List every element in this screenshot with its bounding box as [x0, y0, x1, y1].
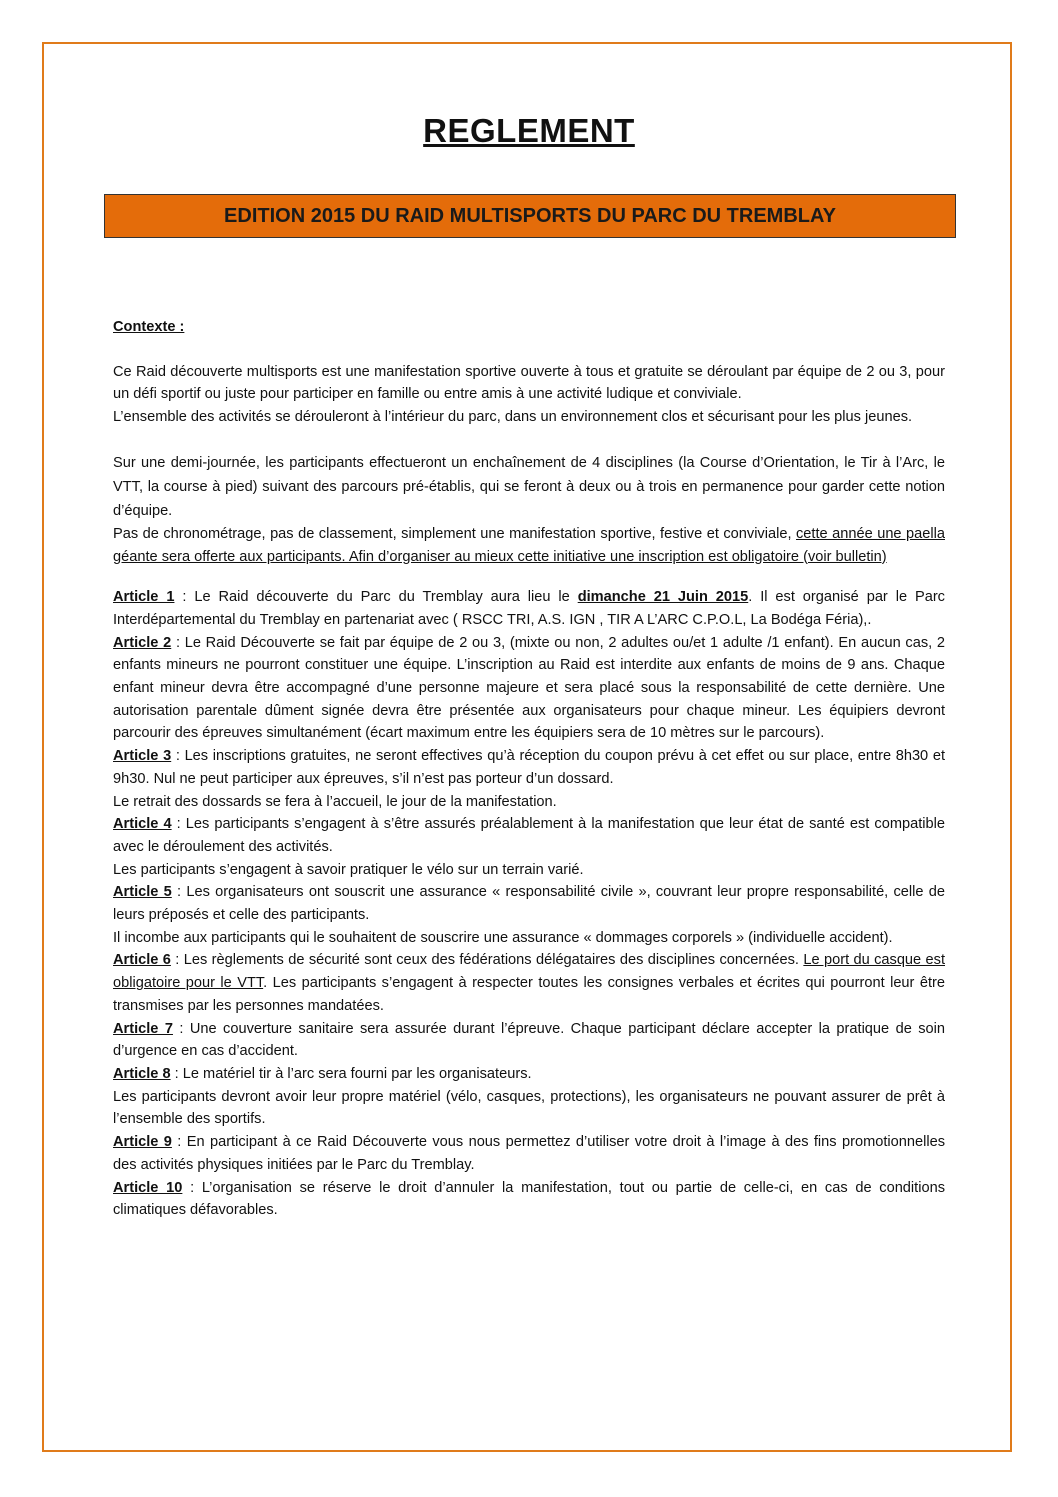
article-3-label: Article 3 [113, 748, 172, 765]
article-8-extra: Les participants devront avoir leur propre matériel (vélo, casques, protections), les organisateurs ne pouvant assurer de prêt à l’ensemble des sportifs. [113, 1088, 945, 1128]
article-10: Article 10 : L’organisation se réserve le droit d’annuler la manifestation, tout ou partie de celle-ci, en cas de conditions climatiques défavorables. [113, 1179, 945, 1219]
article-7: Article 7 : Une couverture sanitaire sera assurée durant l’épreuve. Chaque participant déclare accepter la pratique de soin d’urgence en cas d’accident. [113, 1020, 946, 1060]
article-2-label: Article 2 [113, 634, 172, 651]
article-7-label: Article 7 [113, 1020, 173, 1037]
article-6-label: Article 6 [113, 952, 171, 969]
paella-notice: cette année une paella géante sera offerte aux participants. Afin d’organiser au mieux cette initiative une inscription est obligatoire (voir bulletin) [113, 525, 945, 565]
contexte-heading [113, 316, 945, 339]
article-5-label: Article 5 [113, 884, 172, 901]
article-8-label: Article 8 [113, 1065, 171, 1082]
article-4-label: Article 4 [113, 816, 172, 833]
edition-banner [104, 194, 956, 238]
article-5-extra: Il incombe aux participants qui le souhaitent de souscrire une assurance « dommages corporels » (individuelle accident). [113, 929, 893, 946]
helmet-notice: Le port du casque est obligatoire pour le VTT [113, 952, 946, 992]
event-date: dimanche 21 Juin 2015 [577, 589, 749, 606]
contexte-paragraph-4: Pas de chronométrage, pas de classement, simplement une manifestation sportive, festive et conviviale, cette année une paella géante sera offerte aux participants. Afin d’organiser au mieux cette initiative une inscription est obligatoire (voir bulletin) [113, 525, 945, 565]
article-1-label: Article 1 [113, 589, 175, 606]
article-10-label: Article 10 [113, 1179, 183, 1196]
contexte-colon: : [179, 319, 185, 335]
article-5: Article 5 : Les organisateurs ont souscrit une assurance « responsabilité civile », couvrant leur propre responsabilité, celle de leurs préposés et celle des participants. [113, 884, 945, 924]
contexte-paragraph-1: Ce Raid découverte multisports est une manifestation sportive ouverte à tous et gratuite se déroulant par équipe de 2 ou 3, pour un défi sportif ou juste pour participer en famille ou entre amis à une activité ludique et conviviale. [113, 363, 945, 403]
contexte-paragraph-3: Sur une demi-journée, les participants effectueront un enchaînement de 4 disciplines (la Course d’Orientation, le Tir à l’Arc, le VTT, la course à pied) suivant des parcours pré-établis, qui se feront à deux ou à trois en permanence pour garder cette notion d’équipe. [113, 454, 945, 519]
article-8: Article 8 : Le matériel tir à l’arc sera fourni par les organisateurs. [113, 1065, 532, 1082]
article-4-extra: Les participants s’engagent à savoir pratiquer le vélo sur un terrain varié. [113, 861, 584, 878]
article-9-label: Article 9 [113, 1134, 172, 1151]
article-1: Article 1 : Le Raid découverte du Parc du Tremblay aura lieu le dimanche 21 Juin 2015. Il est organisé par le Parc Interdépartemental du Tremblay en partenariat avec ( RSCC TRI, A.S. IGN , TIR A L’ARC C.P.O.L, La Bodéga Féria),. [113, 589, 945, 628]
edition-banner-text: EDITION 2015 DU RAID MULTISPORTS DU PARC DU TREMBLAY [224, 204, 836, 227]
article-3: Article 3 : Les inscriptions gratuites, ne seront effectives qu’à réception du coupon prévu à cet effet ou sur place, entre 8h30 et 9h30. Nul ne peut participer aux épreuves, s’il n’est pas porteur d’un dossard. [113, 748, 946, 787]
article-6: Article 6 : Les règlements de sécurité sont ceux des fédérations délégataires des disciplines concernées. Le port du casque est obligatoire pour le VTT. Les participants s’engagent à respecter toutes les consignes verbales et écrites qui pourront leur être transmises par les personnes mandatées. [113, 952, 946, 1014]
article-2: Article 2 : Le Raid Découverte se fait par équipe de 2 ou 3, (mixte ou non, 2 adultes ou/et 1 adulte /1 enfant). En aucun cas, 2 enfants mineurs ne pourront constituer une équipe. L’inscription au Raid est interdite aux enfants de moins de 9 ans. Chaque enfant mineur devra être accompagné d’une personne majeure et sera placé sous la responsabilité de cette dernière. Une autorisation parentale dûment signée devra être présentée aux organisateurs pour chaque mineur. Les équipiers devront parcourir des épreuves simultanément (écart maximum entre les équipiers sera de 10 mètres sur le parcours). [113, 634, 946, 742]
article-4: Article 4 : Les participants s’engagent à s’être assurés préalablement à la manifestation que leur état de santé est compatible avec le déroulement des activités. [113, 816, 945, 855]
document-body [113, 316, 945, 1222]
contexte-paragraph-2: L’ensemble des activités se dérouleront à l’intérieur du parc, dans un environnement clos et sécurisant pour les plus jeunes. [113, 409, 913, 426]
contexte-label: Contexte [113, 319, 180, 335]
document-title: REGLEMENT [423, 112, 635, 149]
article-3-extra: Le retrait des dossards se fera à l’accueil, le jour de la manifestation. [113, 793, 557, 810]
article-9: Article 9 : En participant à ce Raid Découverte vous nous permettez d’utiliser votre droit à l’image à des fins promotionnelles des activités physiques initiées par le Parc du Tremblay. [113, 1134, 945, 1173]
